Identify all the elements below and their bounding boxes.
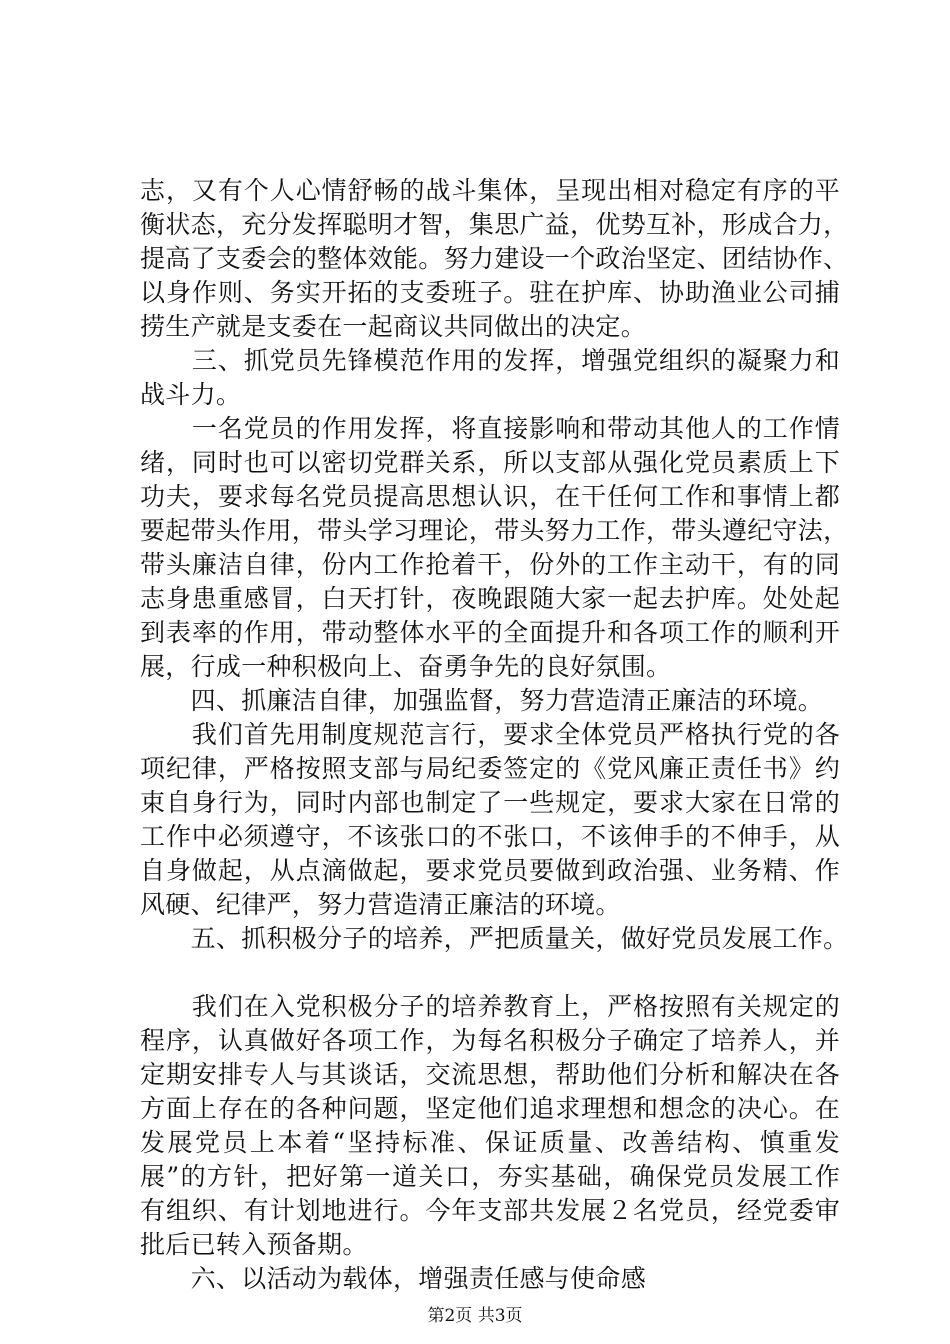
body-text-line: 以身作则、务实开拓的支委班子。驻在护库、协助渔业公司捕 [140,278,840,307]
page-footer: 第2页 共3页 [427,1306,523,1326]
body-text-line: 展”的方针，把好第一道关口，夯实基础，确保党员发展工作 [140,1162,840,1191]
body-text-line: 定期安排专人与其谈话，交流思想，帮助他们分析和解决在各 [140,1060,840,1089]
body-text-line: 束自身行为，同时内部也制定了一些规定，要求大家在日常的 [140,788,840,817]
body-text-line: 项纪律，严格按照支部与局纪委签定的《党风廉正责任书》约 [140,754,840,783]
body-text-line: 风硬、纪律严，努力营造清正廉洁的环境。 [140,890,621,919]
body-text-line: 志身患重感冒，白天打针，夜晚跟随大家一起去护库。处处起 [140,584,840,613]
body-text-line: 有组织、有计划地进行。今年支部共发展２名党员，经党委审 [140,1196,840,1225]
body-text-line: 绪，同时也可以密切党群关系，所以支部从强化党员素质上下 [140,448,840,477]
body-text-line: 功夫，要求每名党员提高思想认识，在干任何工作和事情上都 [140,482,840,511]
body-text-line: 到表率的作用，带动整体水平的全面提升和各项工作的顺利开 [140,618,840,647]
body-text-line: 我们首先用制度规范言行，要求全体党员严格执行党的各 [140,720,840,749]
body-text-line: 程序，认真做好各项工作，为每名积极分子确定了培养人，并 [140,1026,840,1055]
body-text-line: 带头廉洁自律，份内工作抢着干，份外的工作主动干，有的同 [140,550,840,579]
section-heading-3-cont: 战斗力。 [140,380,242,409]
body-text-line: 衡状态，充分发挥聪明才智，集思广益，优势互补，形成合力， [140,210,849,239]
body-text-line: 我们在入党积极分子的培养教育上，严格按照有关规定的 [140,992,840,1021]
body-text-line: 捞生产就是支委在一起商议共同做出的决定。 [140,312,647,341]
body-text-line: 一名党员的作用发挥，将直接影响和带动其他人的工作情 [140,414,840,443]
body-text-line: 提高了支委会的整体效能。努力建设一个政治坚定、团结协作、 [140,244,849,273]
body-text-line: 批后已转入预备期。 [140,1230,368,1259]
section-heading-5: 五、抓积极分子的培养，严把质量关，做好党员发展工作。 [140,924,849,953]
section-heading-3: 三、抓党员先锋模范作用的发挥，增强党组织的凝聚力和 [140,346,840,375]
body-text-line: 发展党员上本着“坚持标准、保证质量、改善结构、慎重发 [140,1128,840,1157]
section-heading-4: 四、抓廉洁自律，加强监督，努力营造清正廉洁的环境。 [140,686,824,715]
body-text-line: 要起带头作用，带头学习理论，带头努力工作，带头遵纪守法， [140,516,849,545]
body-text-line: 自身做起，从点滴做起，要求党员要做到政治强、业务精、作 [140,856,840,885]
body-text-line: 方面上存在的各种问题，坚定他们追求理想和想念的决心。在 [140,1094,840,1123]
body-text-line: 展，行成一种积极向上、奋勇争先的良好氛围。 [140,652,672,681]
section-heading-6: 六、以活动为载体，增强责任感与使命感 [140,1264,647,1293]
body-text-line: 工作中必须遵守，不该张口的不张口，不该伸手的不伸手，从 [140,822,840,851]
body-text-line: 志，又有个人心情舒畅的战斗集体，呈现出相对稳定有序的平 [140,176,840,205]
